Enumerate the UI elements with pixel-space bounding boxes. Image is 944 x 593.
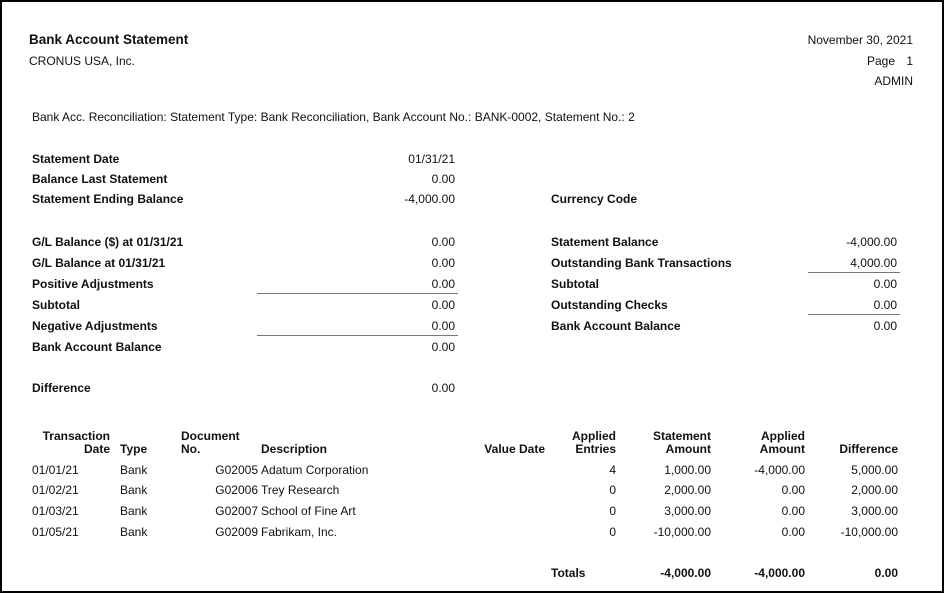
row-document-no: G02009 (215, 525, 258, 539)
balance-last-statement-value: 0.00 (431, 172, 455, 186)
positive-adjustments-value: 0.00 (431, 277, 455, 291)
col-header-applied-amount-line2: Amount (759, 442, 805, 456)
col-header-difference: Difference (839, 442, 898, 456)
totals-statement-amount: -4,000.00 (660, 566, 711, 580)
gl-balance-usd-value: 0.00 (431, 235, 455, 249)
row-type: Bank (120, 463, 148, 477)
company-name: CRONUS USA, Inc. (29, 54, 136, 68)
difference-value: 0.00 (431, 381, 455, 395)
row-applied-amount: 0.00 (781, 483, 805, 497)
outstanding-bank-transactions-value: 4,000.00 (850, 256, 897, 270)
col-header-applied-entries-line2: Entries (575, 442, 616, 456)
row-applied-entries: 0 (609, 483, 616, 497)
balance-last-statement-label: Balance Last Statement (32, 172, 168, 186)
subtotal-right-label: Subtotal (551, 277, 599, 291)
row-statement-amount: 1,000.00 (664, 463, 711, 477)
subtotal-divider-right (808, 272, 900, 273)
col-header-transaction-date (43, 430, 110, 456)
outstanding-checks-value: 0.00 (873, 298, 897, 312)
row-statement-amount: 2,000.00 (664, 483, 711, 497)
statement-date-label: Statement Date (32, 152, 120, 166)
totals-label: Totals (551, 566, 586, 580)
row-difference: 5,000.00 (851, 463, 898, 477)
subtotal-right-value: 0.00 (873, 277, 897, 291)
page-number: 1 (906, 54, 913, 68)
col-header-transaction-date-line2: Date (83, 442, 110, 456)
row-applied-entries: 4 (609, 463, 616, 477)
row-document-no: G02007 (215, 504, 258, 518)
gl-balance-label: G/L Balance at 01/31/21 (32, 256, 166, 270)
col-header-applied-entries (572, 430, 616, 456)
row-description: School of Fine Art (261, 504, 356, 518)
filter-text: Bank Acc. Reconciliation: Statement Type: Bank Reconciliation, Bank Account No.: BANK-0002, Statement No.: 2 (32, 110, 635, 124)
row-difference: 3,000.00 (851, 504, 898, 518)
statement-balance-value: -4,000.00 (846, 235, 897, 249)
row-applied-amount: 0.00 (781, 504, 805, 518)
report-date: November 30, 2021 (807, 33, 913, 47)
row-description: Trey Research (261, 483, 340, 497)
row-date: 01/05/21 (32, 525, 79, 539)
row-type: Bank (120, 525, 148, 539)
row-applied-amount: -4,000.00 (754, 463, 805, 477)
row-document-no: G02005 (215, 463, 258, 477)
col-header-statement-amount-line2: Amount (665, 442, 711, 456)
row-type: Bank (120, 483, 148, 497)
row-description: Adatum Corporation (261, 463, 369, 477)
user-id: ADMIN (874, 74, 913, 88)
page-label: Page (866, 54, 895, 68)
positive-adjustments-label: Positive Adjustments (32, 277, 154, 291)
col-header-document-no-line1: Document (181, 429, 240, 443)
statement-date-value: 01/31/21 (408, 152, 455, 166)
col-header-applied-amount-line1: Applied (761, 429, 805, 443)
col-header-applied-entries-line1: Applied (572, 429, 616, 443)
col-header-description: Description (261, 442, 328, 456)
subtotal-divider-left (257, 293, 458, 294)
row-difference: -10,000.00 (840, 525, 898, 539)
balance-divider-left (257, 335, 458, 336)
negative-adjustments-label: Negative Adjustments (32, 319, 158, 333)
balance-divider-right (808, 314, 900, 315)
totals-applied-amount: -4,000.00 (754, 566, 805, 580)
row-difference: 2,000.00 (851, 483, 898, 497)
currency-code-label: Currency Code (551, 192, 638, 206)
col-header-statement-amount (653, 430, 711, 456)
row-date: 01/03/21 (32, 504, 79, 518)
statement-ending-balance-value: -4,000.00 (404, 192, 455, 206)
row-description: Fabrikam, Inc. (261, 525, 338, 539)
row-date: 01/01/21 (32, 463, 79, 477)
outstanding-checks-label: Outstanding Checks (551, 298, 668, 312)
row-date: 01/02/21 (32, 483, 79, 497)
bank-account-balance-left-label: Bank Account Balance (32, 340, 162, 354)
col-header-applied-amount (760, 430, 805, 456)
col-header-statement-amount-line1: Statement (652, 429, 711, 443)
subtotal-left-label: Subtotal (32, 298, 80, 312)
subtotal-left-value: 0.00 (431, 298, 455, 312)
bank-account-balance-left-value: 0.00 (431, 340, 455, 354)
negative-adjustments-value: 0.00 (431, 319, 455, 333)
difference-label: Difference (32, 381, 91, 395)
row-type: Bank (120, 504, 148, 518)
row-statement-amount: -10,000.00 (653, 525, 711, 539)
row-document-no: G02006 (215, 483, 258, 497)
outstanding-bank-transactions-label: Outstanding Bank Transactions (551, 256, 732, 270)
report-title: Bank Account Statement (29, 32, 189, 47)
row-applied-amount: 0.00 (781, 525, 805, 539)
bank-account-balance-right-value: 0.00 (873, 319, 897, 333)
statement-balance-label: Statement Balance (551, 235, 659, 249)
row-applied-entries: 0 (609, 525, 616, 539)
bank-account-balance-right-label: Bank Account Balance (551, 319, 681, 333)
col-header-document-no (181, 430, 240, 456)
col-header-type: Type (120, 442, 148, 456)
row-statement-amount: 3,000.00 (664, 504, 711, 518)
statement-ending-balance-label: Statement Ending Balance (32, 192, 184, 206)
col-header-value-date: Value Date (484, 442, 545, 456)
col-header-transaction-date-line1: Transaction (42, 429, 110, 443)
row-applied-entries: 0 (609, 504, 616, 518)
col-header-document-no-line2: No. (181, 442, 201, 456)
totals-difference: 0.00 (874, 566, 898, 580)
gl-balance-value: 0.00 (431, 256, 455, 270)
page-indicator (867, 54, 913, 68)
gl-balance-usd-label: G/L Balance ($) at 01/31/21 (32, 235, 184, 249)
